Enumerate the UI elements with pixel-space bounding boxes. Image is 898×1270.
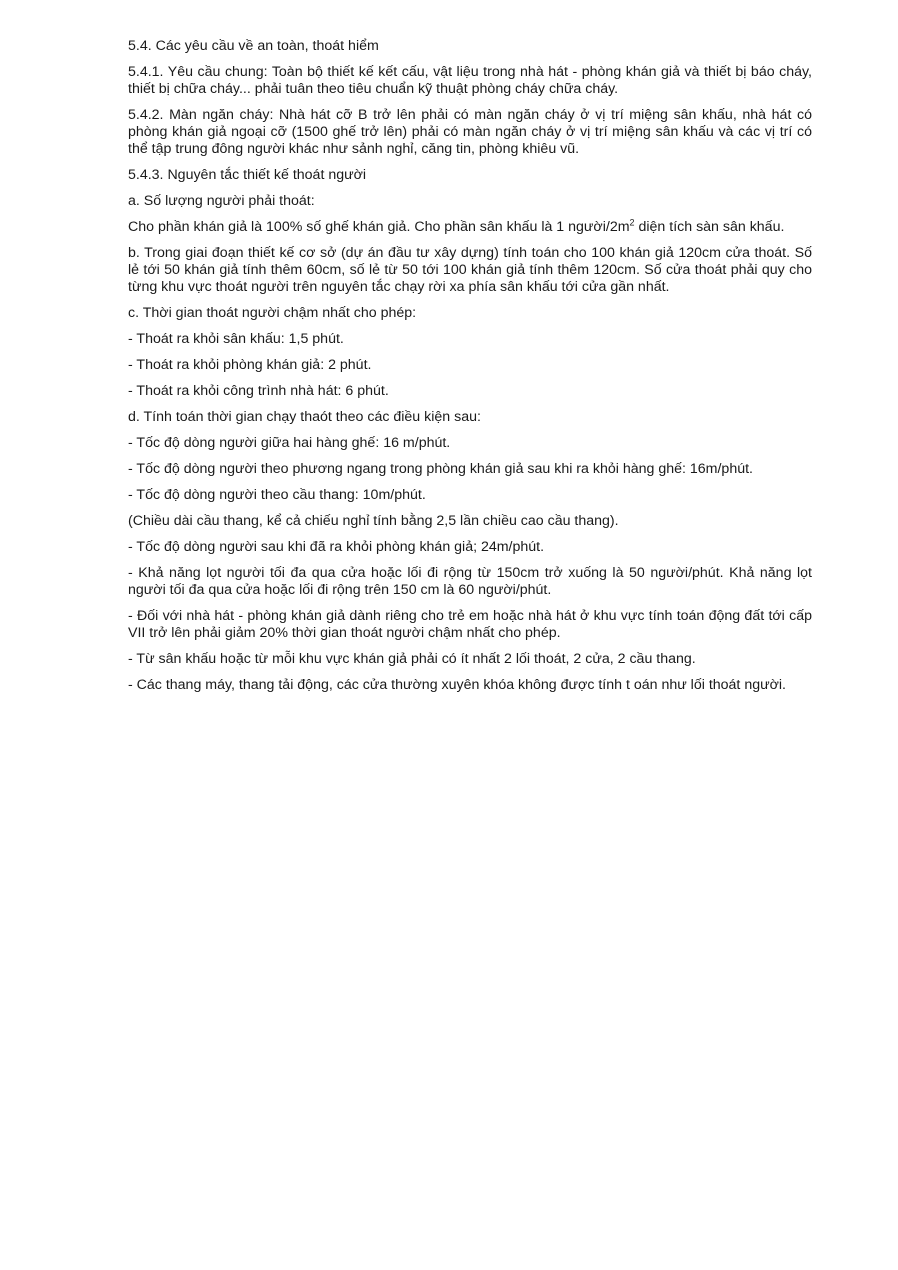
list-item: - Tốc độ dòng người giữa hai hàng ghế: 16 m/phút. bbox=[128, 435, 451, 451]
list-item: - Thoát ra khỏi công trình nhà hát: 6 phút. bbox=[128, 383, 389, 399]
item-a-text bbox=[128, 219, 812, 236]
item-d-title: d. Tính toán thời gian chạy thaót theo các điều kiện sau: bbox=[128, 409, 481, 425]
paragraph-general-requirements: 5.4.1. Yêu cầu chung: Toàn bộ thiết kế kết cấu, vật liệu trong nhà hát - phòng khán giả và thiết bị báo cháy, thiết bị chữa cháy... phải tuân theo tiêu chuẩn kỹ thuật phòng cháy chữa cháy. bbox=[128, 64, 812, 97]
list-item: - Khả năng lọt người tối đa qua cửa hoặc lối đi rộng từ 150cm trở xuống là 50 người/phút. Khả năng lọt người tối đa qua cửa hoặc lối đi rộng trên 150 cm là 60 người/phút. bbox=[128, 565, 812, 598]
list-item: - Các thang máy, thang tải động, các cửa thường xuyên khóa không được tính t oán như lối thoát người. bbox=[128, 677, 786, 693]
item-c-title: c. Thời gian thoát người chậm nhất cho phép: bbox=[128, 305, 417, 321]
item-a-text-end: diện tích sàn sân khấu. bbox=[634, 219, 785, 235]
item-a-title: a. Số lượng người phải thoát: bbox=[128, 193, 315, 209]
list-item: - Tốc độ dòng người theo phương ngang trong phòng khán giả sau khi ra khỏi hàng ghế: 16m/phút. bbox=[128, 461, 753, 477]
subsection-evacuation-principles: 5.4.3. Nguyên tắc thiết kế thoát người bbox=[128, 167, 367, 183]
list-item: - Tốc độ dòng người theo cầu thang: 10m/phút. bbox=[128, 487, 426, 503]
paragraph-fire-curtain: 5.4.2. Màn ngăn cháy: Nhà hát cỡ B trở lên phải có màn ngăn cháy ở vị trí miệng sân khấu, nhà hát có phòng khán giả ngoại cỡ (1500 ghế trở lên) phải có màn ngăn cháy ở vị trí miệng sân khấu và các vị trí có thể tập trung đông người khác như sảnh nghỉ, căng tin, phòng khiêu vũ. bbox=[128, 107, 812, 157]
list-item: - Tốc độ dòng người sau khi đã ra khỏi phòng khán giả; 24m/phút. bbox=[128, 539, 545, 555]
list-item: - Thoát ra khỏi phòng khán giả: 2 phút. bbox=[128, 357, 372, 373]
item-b-text: b. Trong giai đoạn thiết kế cơ sở (dự án đầu tư xây dựng) tính toán cho 100 khán giả 120cm cửa thoát. Số lẻ tới 50 khán giả tính thêm 60cm, số lẻ từ 50 tới 100 khán giả tính thêm 120cm. Số cửa thoát phải quy cho từng khu vực thoát người trên nguyên tắc chạy rời xa phía sân khấu tới cửa gần nhất. bbox=[128, 245, 812, 295]
list-item: (Chiều dài cầu thang, kể cả chiếu nghỉ tính bằng 2,5 lần chiều cao cầu thang). bbox=[128, 513, 619, 529]
item-a-text-main: Cho phần khán giả là 100% số ghế khán giả. Cho phần sân khấu là 1 người/2m bbox=[128, 219, 630, 235]
superscript-2: 2 bbox=[629, 217, 635, 228]
list-item: - Thoát ra khỏi sân khấu: 1,5 phút. bbox=[128, 331, 344, 347]
section-heading: 5.4. Các yêu cầu về an toàn, thoát hiểm bbox=[128, 38, 379, 54]
list-item: - Từ sân khấu hoặc từ mỗi khu vực khán giả phải có ít nhất 2 lối thoát, 2 cửa, 2 cầu thang. bbox=[128, 651, 696, 667]
document-page bbox=[128, 38, 812, 703]
list-item: - Đối với nhà hát - phòng khán giả dành riêng cho trẻ em hoặc nhà hát ở khu vực tính toán động đất tới cấp VII trở lên phải giảm 20% thời gian thoát người chậm nhất cho phép. bbox=[128, 608, 812, 641]
